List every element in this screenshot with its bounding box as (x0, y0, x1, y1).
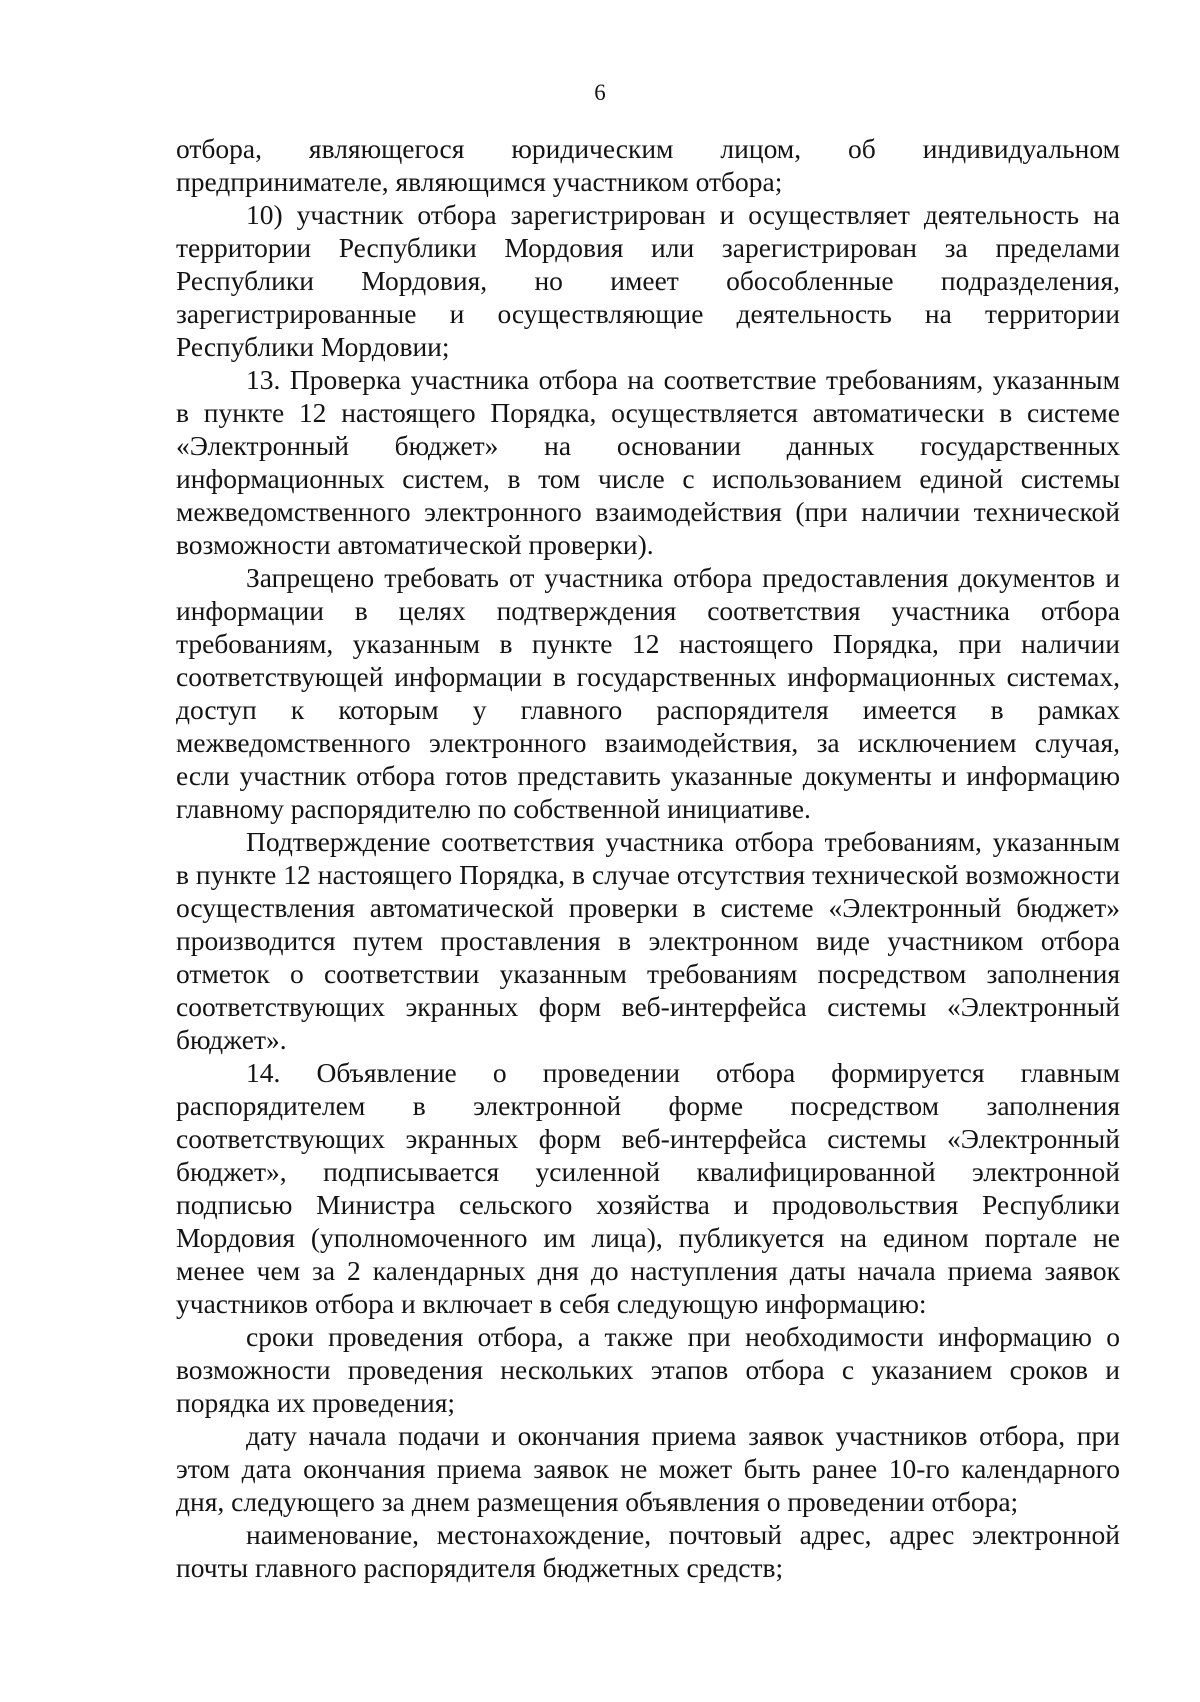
document-body (176, 132, 1120, 1584)
paragraph-8: дату начала подачи и окончания приема заявок участников отбора, при этом дата окончания приема заявок не может быть ранее 10-го календарного дня, следующего за днем размещения объявления о проведении отбора; (176, 1420, 1120, 1517)
page-number: 6 (594, 80, 606, 105)
paragraph-2: 10) участник отбора зарегистрирован и осуществляет деятельность на территории Республики Мордовия или зарегистрирован за пределами Республики Мордовия, но имеет обособленные подразделения, зарегистрированные и осуществляющие деятельность на территории Республики Мордовии; (176, 199, 1120, 362)
paragraph-3: 13. Проверка участника отбора на соответствие требованиям, указанным в пункте 12 настоящего Порядка, осуществляется автоматически в системе «Электронный бюджет» на основании данных государственных информационных систем, в том числе с использованием единой системы межведомственного электронного взаимодействия (при наличии технической возможности автоматической проверки). (176, 364, 1120, 560)
paragraph-6: 14. Объявление о проведении отбора формируется главным распорядителем в электронной форме посредством заполнения соответствующих экранных форм веб-интерфейса системы «Электронный бюджет», подписывается усиленной квалифицированной электронной подписью Министра сельского хозяйства и продовольствия Республики Мордовия (уполномоченного им лица), публикуется на едином портале не менее чем за 2 календарных дня до наступления даты начала приема заявок участников отбора и включает в себя следующую информацию: (176, 1057, 1120, 1319)
paragraph-1: отбора, являющегося юридическим лицом, об индивидуальном предпринимателе, являющимся участником отбора; (176, 133, 1120, 197)
paragraph-7: сроки проведения отбора, а также при необходимости информацию о возможности проведения нескольких этапов отбора с указанием сроков и порядка их проведения; (176, 1321, 1120, 1418)
paragraph-5: Подтверждение соответствия участника отбора требованиям, указанным в пункте 12 настоящего Порядка, в случае отсутствия технической возможности осуществления автоматической проверки в системе «Электронный бюджет» производится путем проставления в электронном виде участником отбора отметок о соответствии указанным требованиям посредством заполнения соответствующих экранных форм веб-интерфейса системы «Электронный бюджет». (176, 826, 1120, 1055)
paragraph-9: наименование, местонахождение, почтовый адрес, адрес электронной почты главного распорядителя бюджетных средств; (176, 1519, 1120, 1583)
paragraph-4: Запрещено требовать от участника отбора предоставления документов и информации в целях подтверждения соответствия участника отбора требованиям, указанным в пункте 12 настоящего Порядка, при наличии соответствующей информации в государственных информационных системах, доступ к которым у главного распорядителя имеется в рамках межведомственного электронного взаимодействия, за исключением случая, если участник отбора готов представить указанные документы и информацию главному распорядителю по собственной инициативе. (176, 562, 1120, 824)
